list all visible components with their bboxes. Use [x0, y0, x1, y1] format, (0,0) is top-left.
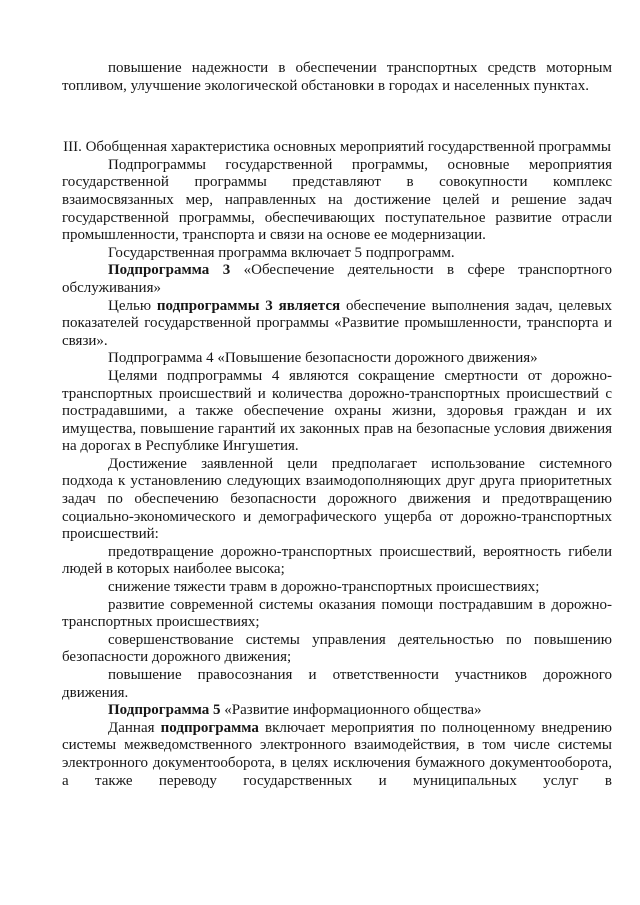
text-run: «Обеспечение деятельности в сфере транспортного обслуживания»	[62, 262, 613, 296]
body-paragraph	[62, 456, 612, 544]
text-run: развитие современной системы оказания помощи пострадавшим в дорожно-транспортных происшествиях;	[62, 596, 612, 631]
text-run: Данная	[108, 719, 161, 736]
body-paragraph	[62, 298, 612, 351]
body-paragraph	[62, 597, 612, 632]
bold-text-run: подпрограмма	[160, 719, 259, 736]
body-paragraph	[62, 579, 612, 597]
body-paragraph	[62, 702, 612, 720]
bold-text-run: Подпрограмма 3	[108, 262, 231, 279]
bold-text-run: Подпрограмма 5	[108, 702, 221, 719]
body-paragraph	[62, 544, 612, 579]
text-run: снижение тяжести травм в дорожно-транспортных происшествиях;	[108, 579, 540, 596]
body-paragraph	[62, 632, 612, 667]
text-run: повышение надежности в обеспечении транспортных средств моторным топливом, улучшение экологической обстановки в городах и населенных пунктах.	[62, 60, 612, 94]
text-run: Подпрограммы государственной программы, основные мероприятия государственной программы представляют в совокупности комплекс взаимосвязанных мер, направленных на достижение целей и решение задач государственной программы, обеспечивающих поступательное развитие отрасли промышленности, транспорта и связи на основе ее модернизации.	[62, 156, 612, 244]
body-paragraph	[62, 720, 612, 790]
section-body	[62, 157, 612, 790]
intro-paragraph	[62, 60, 612, 95]
text-run: обеспечение выполнения задач, целевых показателей государственной программы «Развитие промышленности, транспорта и связи».	[62, 297, 612, 349]
text-run: Достижение заявленной цели предполагает использование системного подхода к установлению следующих взаимодополняющих друг друга приоритетных задач по обеспечению безопасности дорожного движения и предотвращению социально-экономического и демографического ущерба от дорожно-транспортных происшествий:	[62, 455, 612, 543]
body-paragraph	[62, 245, 612, 263]
text-run: Целью	[108, 297, 157, 314]
body-paragraph	[62, 368, 612, 456]
text-run: включает мероприятия по полноценному внедрению системы межведомственного электронного взаимодействия, в том числе системы электронного документооборота, в целях исключения бумажного документооборота, а также переводу государственных и муниципальных услуг в	[62, 719, 612, 789]
text-run: Подпрограмма 4 «Повышение безопасности дорожного движения»	[108, 350, 538, 367]
bold-text-run: подпрограммы 3 является	[156, 297, 341, 314]
text-run: предотвращение дорожно-транспортных происшествий, вероятность гибели людей в которых наиболее высока;	[62, 543, 612, 578]
section-heading: III. Обобщенная характеристика основных мероприятий государственной программы	[63, 139, 611, 156]
body-paragraph	[62, 350, 612, 368]
body-paragraph	[62, 157, 612, 245]
document-page	[62, 60, 612, 790]
text-run: совершенствование системы управления деятельностью по повышению безопасности дорожного движения;	[62, 631, 612, 666]
text-run: «Развитие информационного общества»	[220, 702, 482, 719]
body-paragraph	[62, 262, 612, 297]
text-run: Целями подпрограммы 4 являются сокращение смертности от дорожно-транспортных происшествий и количества дорожно-транспортных происшествий с пострадавшими, а также обеспечение охраны жизни, здоровья граждан и их имущества, повышение гарантий их законных прав на безопасные условия движения на дорогах в Республике Ингушетия.	[62, 367, 612, 455]
text-run: Государственная программа включает 5 подпрограмм.	[108, 244, 455, 261]
body-paragraph	[62, 667, 612, 702]
text-run: повышение правосознания и ответственности участников дорожного движения.	[62, 667, 612, 701]
